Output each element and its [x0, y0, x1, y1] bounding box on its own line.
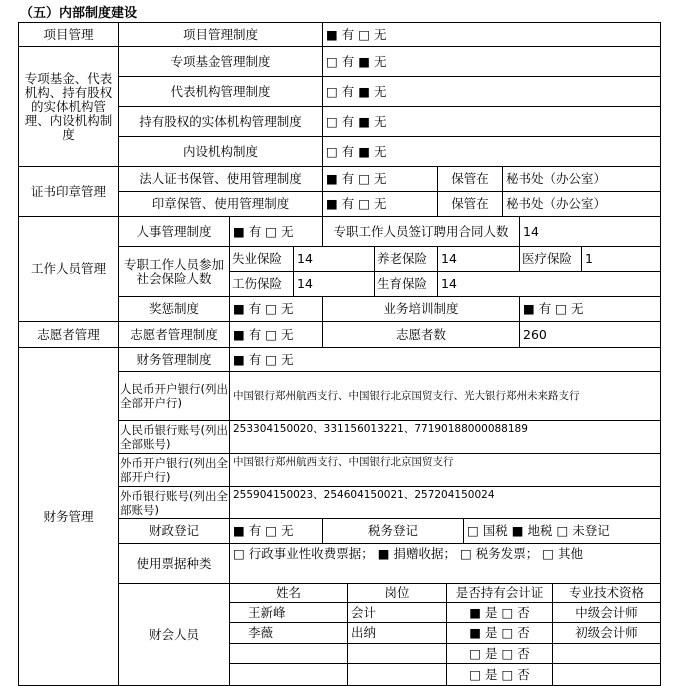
rep-office-item: 代表机构管理制度 — [118, 76, 323, 107]
acc-row-1-cert: ■ 是 □ 否 — [446, 602, 553, 623]
acc-row-4-post — [347, 663, 447, 686]
rmb-account-label: 人民币银行账号(列出全部账号) — [118, 420, 230, 454]
tax-reg-value: □ 国税 ■ 地税 □ 未登记 — [463, 518, 661, 544]
volunteer-count-label: 志愿者数 — [322, 321, 520, 348]
ticket-type-label: 使用票据种类 — [118, 543, 230, 584]
equity-entity-item: 持有股权的实体机构管理制度 — [118, 106, 323, 137]
acc-row-2-cert: ■ 是 □ 否 — [446, 622, 553, 644]
contract-count-value: 14 — [519, 216, 661, 247]
hr-system-value: ■ 有 □ 无 — [229, 216, 323, 247]
fx-account-value: 255904150023、254604150021、257204150024 — [229, 486, 661, 519]
fiscal-reg-value: ■ 有 □ 无 — [229, 518, 323, 544]
acc-row-2-name: 李薇 — [229, 622, 348, 644]
cert-keep-item: 法人证书保管、使用管理制度 — [118, 166, 323, 192]
pension-ins-label: 养老保险 — [374, 246, 438, 272]
training-system-value: ■ 有 □ 无 — [519, 296, 661, 322]
fx-account-label: 外币银行账号(列出全部账号) — [118, 486, 230, 519]
equity-entity-value: □ 有 ■ 无 — [322, 106, 661, 137]
fx-bank-label: 外币开户银行(列出全部开户行) — [118, 453, 230, 487]
special-fund-label: 专项基金、代表机构、持有股权的实体机构管理、内设机构制度 — [18, 46, 119, 167]
volunteer-system-label: 志愿者管理制度 — [118, 321, 230, 348]
section-title: （五）内部制度建设 — [20, 6, 138, 21]
acc-row-2-qual: 初级会计师 — [552, 622, 661, 644]
reward-system-value: ■ 有 □ 无 — [229, 296, 323, 322]
volunteer-system-value: ■ 有 □ 无 — [229, 321, 323, 348]
acc-row-4-name — [229, 663, 348, 686]
project-mgmt-label: 项目管理 — [18, 22, 119, 47]
acc-row-4-qual — [552, 663, 661, 686]
cert-keep-at-label: 保管在 — [437, 166, 503, 192]
acc-header-qual: 专业技术资格 — [552, 583, 661, 603]
acc-header-name: 姓名 — [229, 583, 348, 603]
fx-bank-value: 中国银行郑州航西支行、中国银行北京国贸支行 — [229, 453, 661, 487]
acc-row-4-cert: □ 是 □ 否 — [446, 663, 553, 686]
seal-mgmt-label: 证书印章管理 — [18, 166, 119, 217]
accountant-label: 财会人员 — [118, 583, 230, 686]
acc-row-2-post: 出纳 — [347, 622, 447, 644]
seal-keep-at-value: 秘书处（办公室） — [502, 191, 661, 217]
internal-org-item: 内设机构制度 — [118, 136, 323, 167]
project-mgmt-value: ■ 有 □ 无 — [322, 22, 661, 47]
training-system-label: 业务培训制度 — [322, 296, 520, 322]
finance-system-label: 财务管理制度 — [118, 347, 230, 372]
unemployment-ins-label: 失业保险 — [229, 246, 294, 272]
contract-count-label: 专职工作人员签订聘用合同人数 — [322, 216, 520, 247]
special-fund-item: 专项基金管理制度 — [118, 46, 323, 77]
reward-system-label: 奖惩制度 — [118, 296, 230, 322]
special-fund-value: □ 有 ■ 无 — [322, 46, 661, 77]
acc-header-post: 岗位 — [347, 583, 447, 603]
tax-reg-label: 税务登记 — [322, 518, 464, 544]
rmb-bank-label: 人民币开户银行(列出全部开户行) — [118, 371, 230, 421]
acc-row-3-qual — [552, 643, 661, 664]
finance-mgmt-label: 财务管理 — [18, 347, 119, 686]
medical-ins-label: 医疗保险 — [519, 246, 582, 272]
injury-ins-label: 工伤保险 — [229, 271, 294, 297]
acc-row-1-name: 王新峰 — [229, 602, 348, 623]
maternity-ins-value: 14 — [437, 271, 661, 297]
internal-org-value: □ 有 ■ 无 — [322, 136, 661, 167]
staff-mgmt-label: 工作人员管理 — [18, 216, 119, 322]
acc-row-3-cert: □ 是 □ 否 — [446, 643, 553, 664]
pension-ins-value: 14 — [437, 246, 520, 272]
project-mgmt-item: 项目管理制度 — [118, 22, 323, 47]
seal-keep-value: ■ 有 □ 无 — [322, 191, 438, 217]
cert-keep-at-value: 秘书处（办公室） — [502, 166, 661, 192]
acc-row-1-qual: 中级会计师 — [552, 602, 661, 623]
medical-ins-value: 1 — [581, 246, 661, 272]
insurance-label: 专职工作人员参加社会保险人数 — [118, 246, 230, 297]
volunteer-mgmt-label: 志愿者管理 — [18, 321, 119, 348]
unemployment-ins-value: 14 — [293, 246, 375, 272]
rmb-account-value: 253304150020、331156013221、77190188000088189 — [229, 420, 661, 454]
seal-keep-at-label: 保管在 — [437, 191, 503, 217]
acc-row-3-post — [347, 643, 447, 664]
cert-keep-value: ■ 有 □ 无 — [322, 166, 438, 192]
rep-office-value: □ 有 ■ 无 — [322, 76, 661, 107]
fiscal-reg-label: 财政登记 — [118, 518, 230, 544]
acc-row-3-name — [229, 643, 348, 664]
rmb-bank-value: 中国银行郑州航西支行、中国银行北京国贸支行、光大银行郑州未来路支行 — [229, 371, 661, 421]
maternity-ins-label: 生育保险 — [374, 271, 438, 297]
acc-header-cert: 是否持有会计证 — [446, 583, 553, 603]
seal-keep-item: 印章保管、使用管理制度 — [118, 191, 323, 217]
hr-system-label: 人事管理制度 — [118, 216, 230, 247]
ticket-type-value: □ 行政事业性收费票据； ■ 捐赠收据； □ 税务发票； □ 其他 — [229, 543, 661, 584]
acc-row-1-post: 会计 — [347, 602, 447, 623]
volunteer-count-value: 260 — [519, 321, 661, 348]
injury-ins-value: 14 — [293, 271, 375, 297]
finance-system-value: ■ 有 □ 无 — [229, 347, 661, 372]
